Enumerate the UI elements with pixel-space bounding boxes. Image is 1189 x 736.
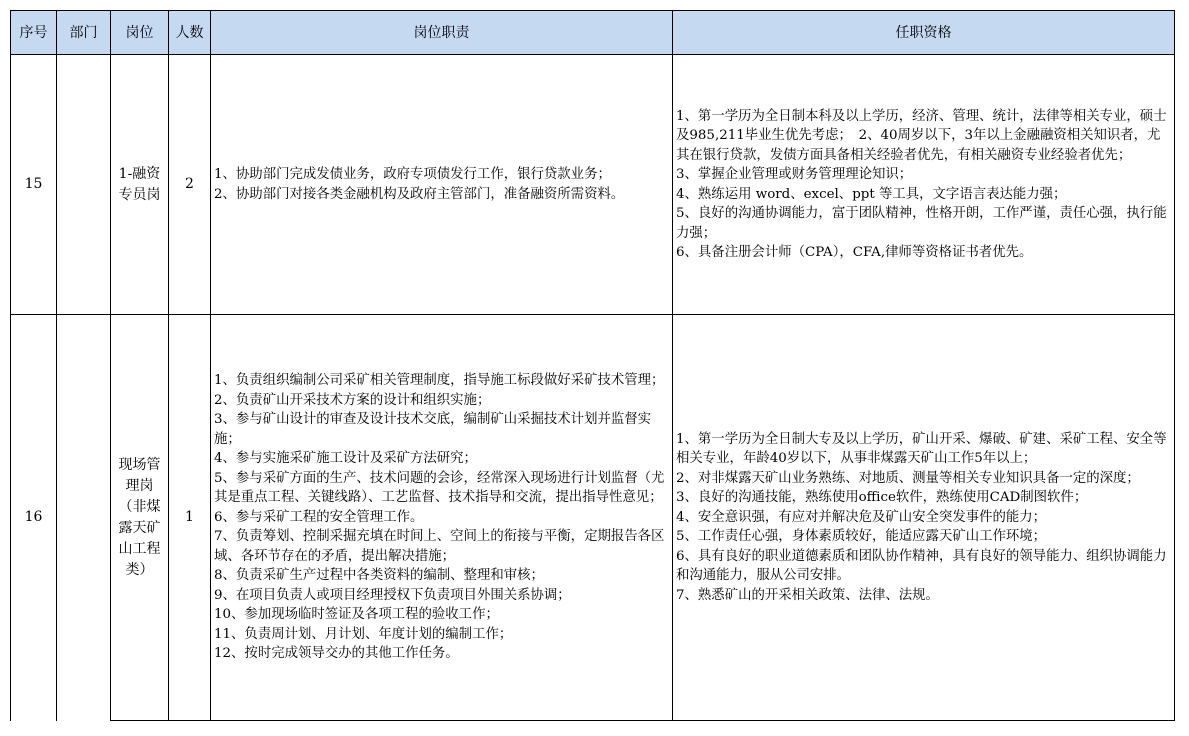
count-cell: 1 <box>169 315 211 721</box>
qualification-item: 4、安全意识强，有应对并解决危及矿山安全突发事件的能力； <box>676 509 1047 525</box>
qualification-item: 7、熟悉矿山的开采相关政策、法律、法规。 <box>676 587 939 603</box>
duty-item: 2、协助部门对接各类金融机构及政府主管部门，准备融资所需资料。 <box>214 186 625 202</box>
duty-item: 12、按时完成领导交办的其他工作任务。 <box>214 646 459 662</box>
duties-cell <box>211 315 673 721</box>
qualification-item: 1、第一学历为全日制本科及以上学历，经济、管理、统计，法律等相关专业，硕士及985,211毕业生优先考虑； 2、40周岁以下，3年以上金融融资相关知识者，尤其在银行贷款，发债方面具备相关经验者优先，有相关融资专业经验者优先； <box>676 108 1167 163</box>
qualifications-cell <box>673 55 1175 315</box>
qualification-item: 3、掌握企业管理或财务管理理论知识； <box>676 167 913 182</box>
qualification-item: 6、具有良好的职业道德素质和团队协作精神，具有良好的领导能力、组织协调能力和沟通能力，服从公司安排。 <box>676 548 1167 584</box>
duty-item: 9、在项目负责人或项目经理授权下负责项目外围关系协调； <box>214 587 571 603</box>
post-line: 类） <box>125 561 154 578</box>
seq-cell: 15 <box>11 55 57 315</box>
duty-item: 2、负责矿山开采技术方案的设计和组织实施； <box>214 392 491 408</box>
duty-item: 4、参与实施采矿施工设计及采矿方法研究； <box>214 451 477 467</box>
count-cell: 2 <box>169 55 211 315</box>
seq-cell: 16 <box>11 315 57 721</box>
duty-item: 7、负责筹划、控制采掘充填在时间上、空间上的衔接与平衡，定期报告各区域、各环节存在的矛盾，提出解决措施； <box>214 529 665 564</box>
qualification-item: 2、对非煤露天矿山业务熟练、对地质、测量等相关专业知识具备一定的深度； <box>676 470 1140 486</box>
duty-item: 8、负责采矿生产过程中各类资料的编制、整理和审核； <box>214 568 544 584</box>
recruitment-table <box>10 10 1175 721</box>
duty-item: 5、参与采矿方面的生产、技术问题的会诊，经常深入现场进行计划监督（尤其是重点工程、关键线路）、工艺监督、技术指导和交流，提出指导性意见； <box>214 470 665 506</box>
duty-item: 3、参与矿山设计的审查及设计技术交底，编制矿山采掘技术计划并监督实施； <box>214 412 652 447</box>
post-cell <box>111 55 169 315</box>
header-seq: 序号 <box>11 11 57 55</box>
post-line: 理岗 <box>125 477 154 494</box>
header-qualifications: 任职资格 <box>673 11 1175 55</box>
duty-item: 6、参与采矿工程的安全管理工作。 <box>214 509 424 525</box>
table-row <box>11 315 1175 721</box>
duty-item: 10、参加现场临时签证及各项工程的验收工作； <box>214 607 499 623</box>
header-count: 人数 <box>169 11 211 55</box>
header-post: 岗位 <box>111 11 169 55</box>
header-duties: 岗位职责 <box>211 11 673 55</box>
post-line: 1-融资 <box>118 165 161 182</box>
qualification-item: 5、良好的沟通协调能力，富于团队精神，性格开朗，工作严谨，责任心强，执行能力强； <box>676 206 1167 241</box>
qualification-item: 4、熟练运用 word、excel、ppt 等工具，文字语言表达能力强； <box>676 186 1067 202</box>
post-line: 山工程 <box>118 540 161 557</box>
duties-cell <box>211 55 673 315</box>
header-dept: 部门 <box>57 11 111 55</box>
post-cell <box>111 315 169 721</box>
qualification-item: 3、良好的沟通技能，熟练使用office软件，熟练使用CAD制图软件； <box>676 490 1088 506</box>
post-line: 专员岗 <box>118 186 161 203</box>
qualification-item: 5、工作责任心强，身体素质较好，能适应露天矿山工作环境； <box>676 529 1047 545</box>
dept-cell <box>57 315 111 721</box>
post-line: 现场管 <box>118 456 161 473</box>
qualification-item: 6、具备注册会计师（CPA），CFA,律师等资格证书者优先。 <box>676 245 1033 260</box>
post-line: （非煤 <box>118 498 161 515</box>
dept-cell <box>57 55 111 315</box>
header-row <box>11 11 1175 55</box>
duty-item: 1、协助部门完成发债业务，政府专项债发行工作，银行贷款业务； <box>214 167 611 182</box>
qualification-item: 1、第一学历为全日制大专及以上学历，矿山开采、爆破、矿建、采矿工程、安全等相关专业，年龄40岁以下，从事非煤露天矿山工作5年以上； <box>676 431 1167 467</box>
duty-item: 11、负责周计划、月计划、年度计划的编制工作； <box>214 626 513 642</box>
duty-item: 1、负责组织编制公司采矿相关管理制度，指导施工标段做好采矿技术管理； <box>214 373 665 389</box>
table-row <box>11 55 1175 315</box>
post-line: 露天矿 <box>118 519 161 536</box>
qualifications-cell <box>673 315 1175 721</box>
